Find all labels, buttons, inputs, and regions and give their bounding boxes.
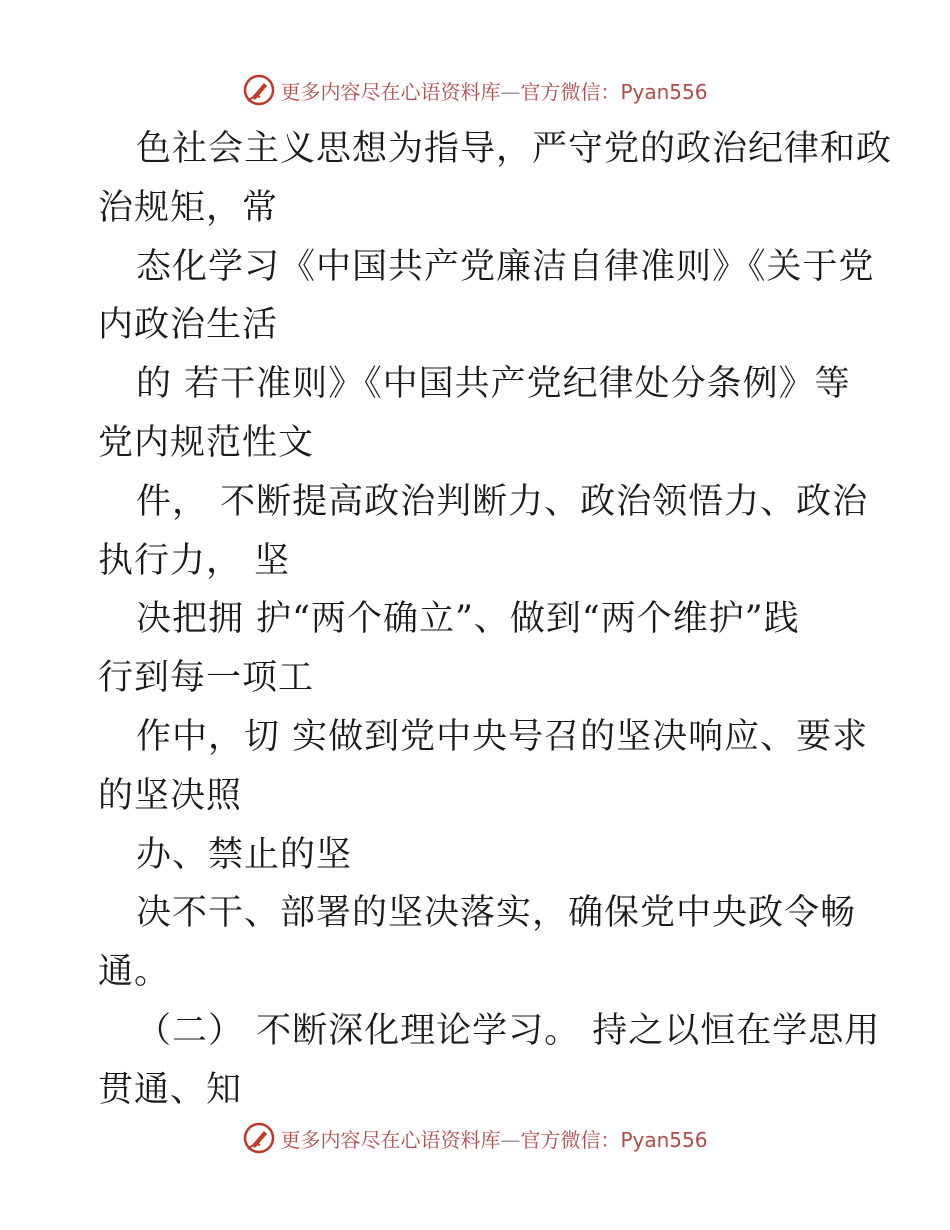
body-line: 行到每一项工 <box>98 658 315 699</box>
body-line: 治规矩，常 <box>98 187 279 228</box>
body-line: 执行力， 坚 <box>98 540 291 581</box>
body-line: 决把拥 护“两个确立”、做到“两个维护”践 <box>136 599 800 640</box>
body-line: 办、禁止的坚 <box>136 834 353 875</box>
body-line: 件， 不断提高政治判断力、政治领悟力、政治 <box>136 481 869 522</box>
body-line: 党内规范性文 <box>98 422 315 463</box>
body-line: 贯通、知 <box>98 1069 243 1110</box>
pen-logo-icon <box>242 1121 276 1155</box>
body-line: 的坚决照 <box>98 775 243 816</box>
watermark-text: 更多内容尽在心语资料库—官方微信：Pyan556 <box>280 1127 708 1152</box>
header-watermark <box>0 70 950 110</box>
body-line: 的 若干准则》《中国共产党纪律处分条例》等 <box>136 364 851 405</box>
document-body <box>98 120 893 1120</box>
pen-logo-icon <box>242 73 276 107</box>
body-line: 内政治生活 <box>98 305 279 346</box>
body-line: 决不干、部署的坚决落实，确保党中央政令畅 <box>136 893 857 934</box>
watermark-text: 更多内容尽在心语资料库—官方微信：Pyan556 <box>280 79 708 104</box>
body-line: 态化学习《中国共产党廉洁自律准则》《关于党 <box>136 246 875 287</box>
footer-watermark <box>0 1118 950 1158</box>
body-line: 通。 <box>98 952 171 993</box>
body-line: 作中，切 实做到党中央号召的坚决响应、要求 <box>136 716 869 757</box>
section-heading-line: （二） 不断深化理论学习。 持之以恒在学思用 <box>136 1010 881 1051</box>
body-line: 色社会主义思想为指导，严守党的政治纪律和政 <box>136 129 893 169</box>
